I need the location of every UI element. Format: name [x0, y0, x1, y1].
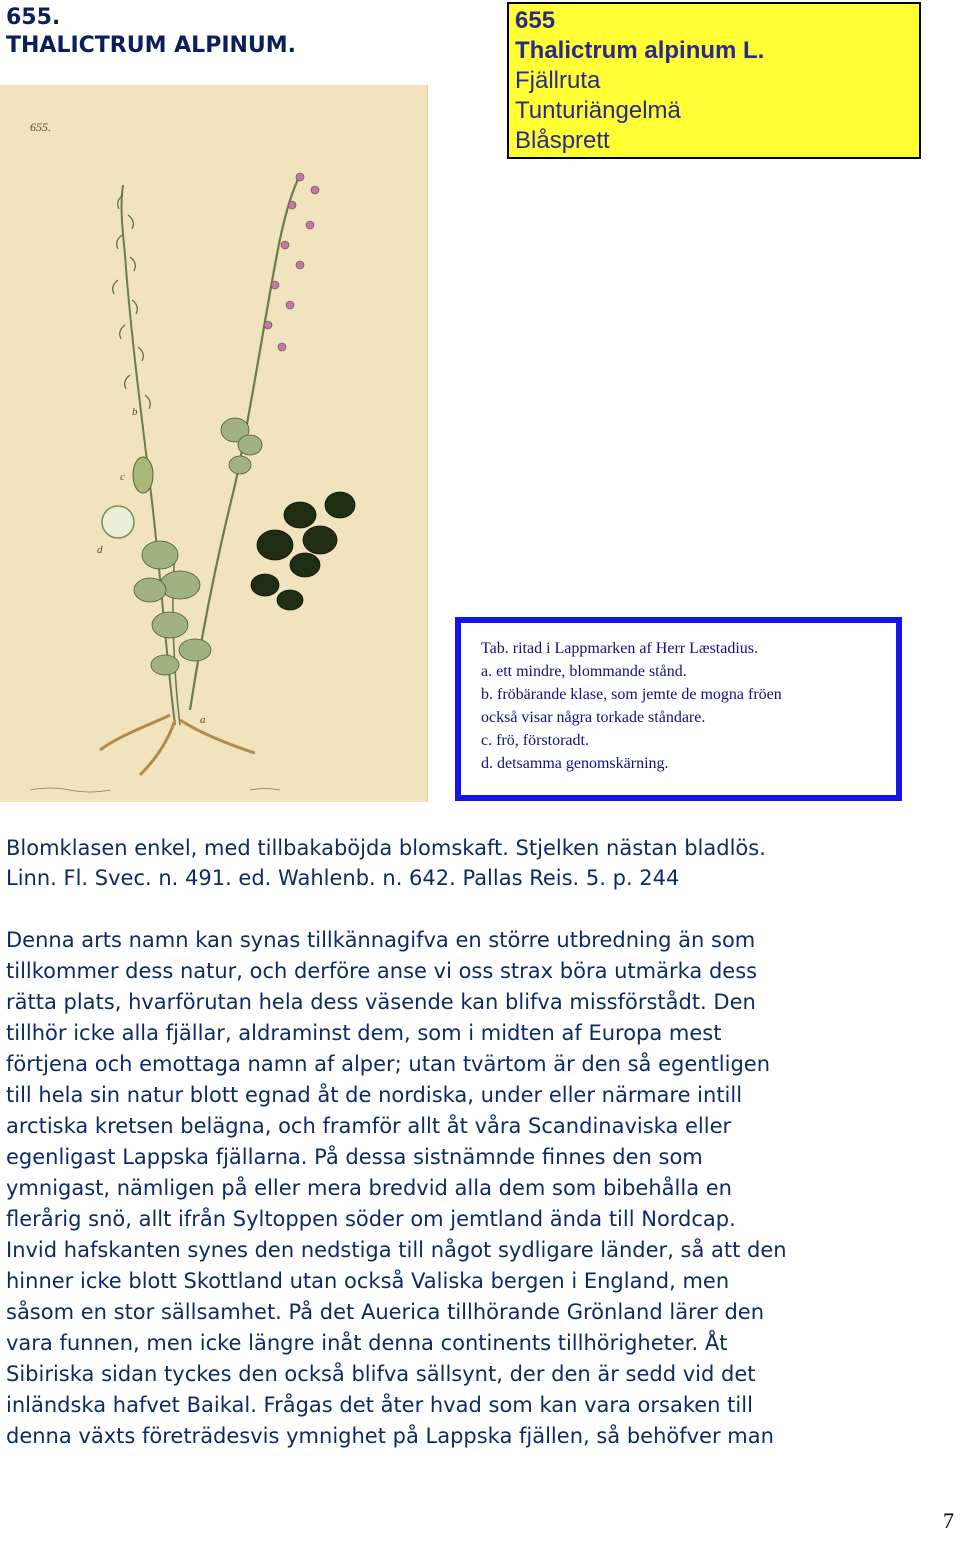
species-number: 655. [6, 5, 61, 30]
namebox-finnish: Tunturiängelmä [515, 97, 681, 124]
namebox-norwegian: Blåsprett [515, 127, 610, 154]
engraver-signature-right [250, 789, 280, 791]
page-number: 7 [943, 1508, 954, 1533]
label-c: c [120, 471, 125, 483]
body-line: arctiska kretsen belägna, och framför allt åt våra Scandinaviska eller [6, 1114, 732, 1138]
body-line: Denna arts namn kan synas tillkännagifva en större utbredning än som [6, 928, 756, 952]
caption-line: också visar några torkade ståndare. [481, 709, 706, 726]
body-line: ymnigast, nämligen på eller mera bredvid alla dem som bibehålla en [6, 1176, 732, 1200]
body-line: vara funnen, men icke längre inåt denna continents tillhörigheter. Åt [6, 1331, 728, 1355]
seed-section-figure [102, 506, 134, 538]
plate-number: 655. [30, 120, 51, 134]
engraver-signature-left [30, 788, 110, 792]
species-description [6, 833, 766, 893]
body-line: egenligast Lappska fjällarna. På dessa sistnämnde finnes den som [6, 1145, 703, 1169]
species-name: THALICTRUM ALPINUM. [6, 33, 297, 58]
body-line: Sibiriska sidan tyckes den också blifva sällsynt, der den är sedd vid det [6, 1362, 756, 1386]
seed-figure [133, 457, 153, 493]
botanical-plate [0, 85, 428, 802]
caption-line: a. ett mindre, blommande stånd. [481, 663, 687, 680]
caption-line: c. frö, förstoradt. [481, 732, 589, 749]
body-line: rätta plats, hvarförutan hela dess väsende kan blifva missförstådt. Den [6, 990, 756, 1014]
body-line: denna växts företrädesvis ymnighet på Lappska fjällen, så behöfver man [6, 1424, 774, 1448]
caption-line: d. detsamma genomskärning. [481, 755, 669, 772]
body-line: förtjena och emottaga namn af alper; utan tvärtom är den så egentligen [6, 1052, 771, 1076]
body-text [6, 925, 956, 1452]
label-a: a [200, 714, 206, 726]
label-d: d [97, 544, 103, 556]
plant-illustration [0, 85, 427, 802]
plate-caption-box [455, 617, 902, 801]
body-line: hinner icke blott Skottland utan också Valiska bergen i England, men [6, 1269, 730, 1293]
description-line: Linn. Fl. Svec. n. 491. ed. Wahlenb. n. 642. Pallas Reis. 5. p. 244 [6, 866, 680, 890]
namebox-number: 655 [515, 7, 556, 34]
body-line: såsom en stor sällsamhet. På det Auerica tillhörande Grönland lärer den [6, 1300, 765, 1324]
label-b: b [132, 406, 138, 418]
page-heading [6, 4, 296, 60]
description-line: Blomklasen enkel, med tillbakaböjda blomskaft. Stjelken nästan bladlös. [6, 836, 766, 860]
caption-line: b. fröbärande klase, som jemte de mogna fröen [481, 686, 782, 703]
namebox-swedish: Fjällruta [515, 67, 601, 94]
body-line: inländska hafvet Baikal. Frågas det åter hvad som kan vara orsaken till [6, 1393, 753, 1417]
namebox-latin: Thalictrum alpinum L. [515, 37, 765, 64]
body-line: flerårig snö, allt ifrån Syltoppen söder om jemtland ända till Nordcap. [6, 1207, 736, 1231]
name-box [507, 2, 921, 159]
body-line: tillkommer dess natur, och derföre anse vi oss strax böra utmärka dess [6, 959, 758, 983]
caption-line: Tab. ritad i Lappmarken af Herr Læstadius. [481, 640, 759, 657]
body-line: tillhör icke alla fjällar, aldraminst dem, som i midten af Europa mest [6, 1021, 722, 1045]
body-line: Invid hafskanten synes den nedstiga till något sydligare länder, så att den [6, 1238, 787, 1262]
body-line: till hela sin natur blott egnad åt de nordiska, under eller närmare intill [6, 1083, 743, 1107]
